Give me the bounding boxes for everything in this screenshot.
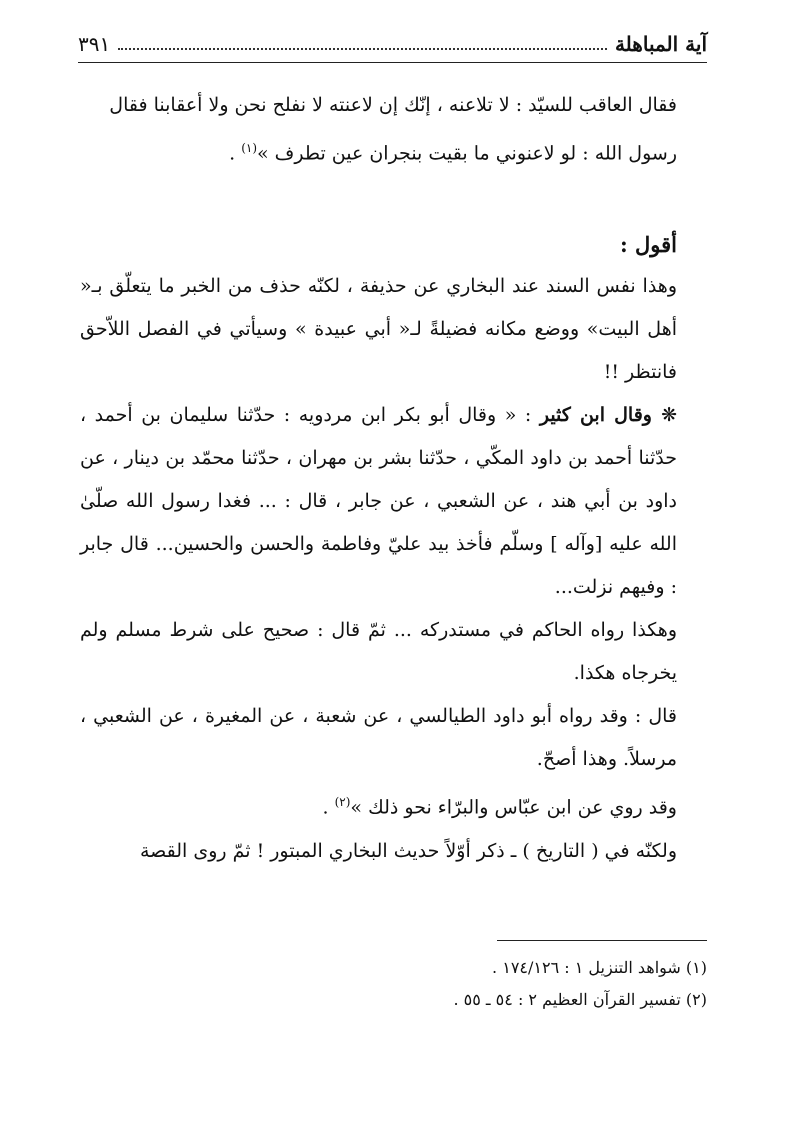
page-body	[80, 84, 707, 873]
footnote-ref-1: (١)	[241, 141, 258, 155]
footnote-1: (١) شواهد التنزيل ١ : ١٧٤/١٢٦ .	[492, 958, 707, 977]
paragraph-3-text: : « وقال أبو بكر ابن مردويه : حدّثنا سليمان بن أحمد ، حدّثنا أحمد بن داود المكّي ، حدّثنا بشر بن مهران ، حدّثنا محمّد بن دينار ، عن داود بن أبي هند ، عن الشعبي ، عن جابر ، قال : ... فغدا رسول الله صلّىٰ الله عليه [وآله ] وسلّم فأخذ بيد عليّ وفاطمة والحسن والحسين... قال جابر : وفيهم نزلت...	[80, 404, 677, 599]
paragraph-6-text: وقد روي عن ابن عبّاس والبرّاء نحو ذلك »	[350, 796, 677, 819]
header-dot-leader	[118, 48, 607, 50]
paragraph-6-end: .	[322, 796, 335, 819]
paragraph-3-lead: وقال ابن كثير	[539, 404, 662, 427]
page-number: ٣٩١	[78, 32, 111, 56]
paragraph-5: قال : وقد رواه أبو داود الطيالسي ، عن شعبة ، عن المغيرة ، عن الشعبي ، مرسلاً. وهذا أصحّ.	[80, 705, 677, 771]
paragraph-1-end: .	[229, 142, 242, 165]
star-ornament-icon: ❋	[661, 404, 677, 427]
paragraph-3	[80, 394, 707, 609]
footnote-2: (٢) تفسير القرآن العظيم ٢ : ٥٤ ـ ٥٥ .	[453, 990, 707, 1009]
paragraph-1	[80, 84, 707, 175]
paragraph-4: وهكذا رواه الحاكم في مستدركه ... ثمّ قال : صحيح على شرط مسلم ولم يخرجاه هكذا.	[80, 619, 677, 685]
paragraph-2: وهذا نفس السند عند البخاري عن حذيفة ، لكنّه حذف من الخبر ما يتعلّق بـ« أهل البيت» ووضع مكانه فضيلةً لـ« أبي عبيدة » وسيأتي في الفصل اللاّحق فانتظر !!	[80, 275, 677, 384]
section-heading: أقول :	[619, 232, 677, 258]
paragraph-1-line-1: فقال العاقب للسيّد : لا تلاعنه ، إنّك إن لاعنته لا نفلح نحن ولا أعقابنا فقال	[109, 94, 677, 116]
paragraph-1-line-2: رسول الله : لو لاعنوني ما بقيت بنجران عين تطرف »	[257, 142, 677, 165]
page-header	[78, 28, 707, 63]
footnotes	[80, 952, 707, 1016]
paragraph-6	[80, 781, 707, 829]
chapter-title: آية المباهلة	[614, 32, 707, 56]
paragraph-7: ولكنّه في ( التاريخ ) ـ ذكر أوّلاً حديث البخاري المبتور ! ثمّ روى القصة	[139, 839, 677, 862]
footnote-ref-2: (٢)	[334, 795, 351, 810]
footnote-divider	[497, 940, 707, 941]
